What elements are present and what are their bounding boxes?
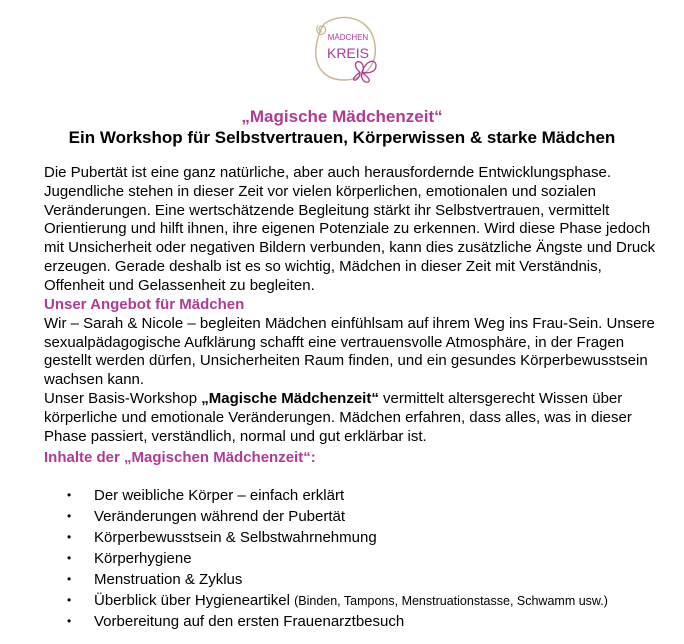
bullet-icon: • bbox=[67, 551, 72, 565]
list-item-text: Menstruation & Zyklus bbox=[94, 571, 243, 588]
list-item bbox=[64, 485, 664, 506]
contents-heading: Inhalte der „Magischen Mädchenzeit“: bbox=[44, 449, 316, 466]
list-item bbox=[64, 569, 664, 590]
offer-paragraph-2-prefix: Unser Basis-Workshop bbox=[44, 389, 202, 407]
intro-paragraph: Die Pubertät ist eine ganz natürliche, aber auch herausfordernde Entwicklungsphase. Jugendliche stehen in dieser Zeit vor vielen körperlichen, emotionalen und sozialen Veränderungen. Eine wertschätzende Begleitung stärkt ihr Selbstvertrauen, vermittelt Orientierung und hilft ihnen, ihre eigenen Potenziale zu erkennen. Wird diese Phase jedoch mit Unsicherheit oder negativen Bildern verbunden, kann dies zusätzliche Ängste und Druck erzeugen. Gerade deshalb ist es so wichtig, Mädchen in dieser Zeit mit Verständnis, Offenheit und Gelassenheit zu begleiten. bbox=[44, 164, 656, 294]
list-item-text: Veränderungen während der Pubertät bbox=[94, 508, 346, 525]
list-item-text: Der weibliche Körper – einfach erklärt bbox=[94, 487, 345, 504]
logo-graphic-icon bbox=[310, 10, 380, 86]
list-item-text: Körperhygiene bbox=[94, 550, 192, 567]
offer-paragraph-1: Wir – Sarah & Nicole – begleiten Mädchen einfühlsam auf ihrem Weg ins Frau-Sein. Unsere sexualpädagogische Aufklärung schafft eine vertrauensvolle Atmosphäre, in der Fragen gestellt werden dürfen, Unsicherheiten Raum finden, und ein gesundes Körperbewusstsein wachsen kann. bbox=[44, 314, 655, 389]
workshop-subtitle: Ein Workshop für Selbstvertrauen, Körperwissen & starke Mädchen bbox=[68, 128, 616, 147]
logo-text-line2: KREIS bbox=[326, 45, 370, 61]
offer-section bbox=[44, 296, 664, 446]
list-item-text: Vorbereitung auf den ersten Frauenarztbesuch bbox=[94, 613, 405, 630]
contents-list bbox=[64, 485, 664, 632]
list-item bbox=[64, 548, 664, 569]
bullet-icon: • bbox=[67, 488, 72, 502]
logo-text-line1: MÄDCHEN bbox=[327, 33, 369, 42]
list-item-note: (Binden, Tampons, Menstruationstasse, Schwamm usw.) bbox=[294, 594, 608, 608]
offer-paragraph-2 bbox=[44, 390, 664, 446]
workshop-name: „Magische Mädchenzeit“ bbox=[241, 107, 443, 126]
offer-heading: Unser Angebot für Mädchen bbox=[44, 296, 245, 313]
contents-section bbox=[44, 449, 664, 468]
list-item bbox=[64, 506, 664, 527]
list-item-text: Körperbewusstsein & Selbstwahrnehmung bbox=[94, 529, 377, 546]
list-item bbox=[64, 611, 664, 632]
bullet-icon: • bbox=[67, 614, 72, 628]
workshop-name-inline: „Magische Mädchenzeit“ bbox=[201, 389, 379, 407]
document-title bbox=[0, 106, 684, 148]
bullet-icon: • bbox=[67, 509, 72, 523]
list-item bbox=[64, 590, 664, 611]
bullet-icon: • bbox=[67, 593, 72, 607]
bullet-icon: • bbox=[67, 530, 72, 544]
bullet-icon: • bbox=[67, 572, 72, 586]
maedchenkreis-logo bbox=[310, 10, 380, 86]
list-item-text: Überblick über Hygieneartikel bbox=[94, 592, 295, 609]
list-item bbox=[64, 527, 664, 548]
offer-paragraph-2-suffix: vermittelt altersgerecht Wissen über körperliche und emotionale Veränderungen. Mädchen erfahren, dass alles, was in dieser Phase passiert, verständlich, normal und gut erklärbar ist. bbox=[44, 389, 632, 445]
